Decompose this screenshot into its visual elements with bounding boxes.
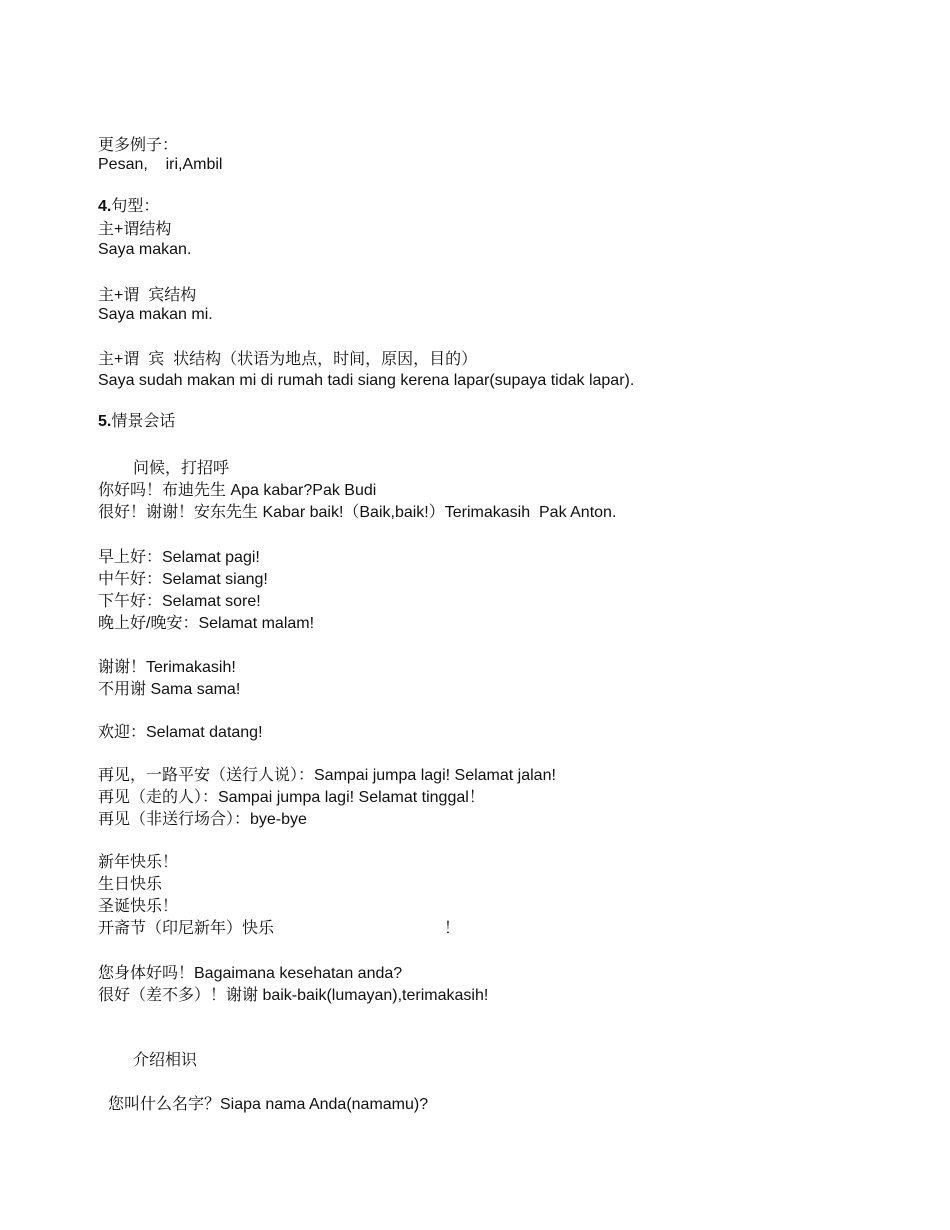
section-heading-4 <box>98 197 159 217</box>
text-line: 圣诞快乐！ <box>98 898 179 915</box>
text-line: Saya makan. <box>98 241 192 258</box>
text-line: 再见（走的人）：Sampai jumpa lagi! Selamat tinggal！ <box>98 789 485 806</box>
heading-number: 5. <box>98 413 112 430</box>
text-line: 不用谢 Sama sama! <box>98 681 241 698</box>
text-line: 中午好：Selamat siang! <box>98 571 268 588</box>
heading-text: 句型： <box>111 198 160 215</box>
text-line: 很好！谢谢！安东先生 Kabar baik!（Baik,baik!）Terimakasih Pak Anton. <box>98 504 617 521</box>
text-line: 欢迎：Selamat datang! <box>98 724 263 741</box>
subsection-title: 介绍相识 <box>133 1052 198 1069</box>
text-line: 你好吗！布迪先生 Apa kabar?Pak Budi <box>98 482 377 499</box>
text-line: 主+谓 宾 状结构（状语为地点，时间，原因，目的） <box>98 351 478 368</box>
text-line: Pesan, iri,Ambil <box>98 156 223 173</box>
heading-text: 情景会话 <box>111 413 176 430</box>
text-line: 再见（非送行场合）：bye-bye <box>98 811 307 828</box>
text-line: 下午好：Selamat sore! <box>98 593 261 610</box>
text-line: 您身体好吗！Bagaimana kesehatan anda? <box>98 965 403 982</box>
text-line: Saya sudah makan mi di rumah tadi siang kerena lapar(supaya tidak lapar). <box>98 372 635 389</box>
text-line: 再见，一路平安（送行人说）：Sampai jumpa lagi! Selamat jalan! <box>98 767 556 784</box>
text-line: 很好（差不多）！谢谢 baik-baik(lumayan),terimakasih! <box>98 987 489 1004</box>
text-line: ！ <box>444 920 461 937</box>
text-line: 新年快乐！ <box>98 854 179 871</box>
text-line: 谢谢！Terimakasih! <box>98 659 236 676</box>
text-line: 晚上好/晚安：Selamat malam! <box>98 615 315 632</box>
text-line: Saya makan mi. <box>98 306 213 323</box>
text-line: 早上好：Selamat pagi! <box>98 549 260 566</box>
section-heading-5 <box>98 412 175 432</box>
text-line: 您叫什么名字？Siapa nama Anda(namamu)? <box>108 1096 429 1113</box>
text-line: 主+谓结构 <box>98 221 172 238</box>
text-line: 生日快乐 <box>98 876 163 893</box>
heading-number: 4. <box>98 198 112 215</box>
text-line: 开斋节（印尼新年）快乐 <box>98 920 275 937</box>
text-line: 更多例子： <box>98 137 179 154</box>
text-line: 主+谓 宾结构 <box>98 287 197 304</box>
subsection-title: 问候，打招呼 <box>133 460 230 477</box>
